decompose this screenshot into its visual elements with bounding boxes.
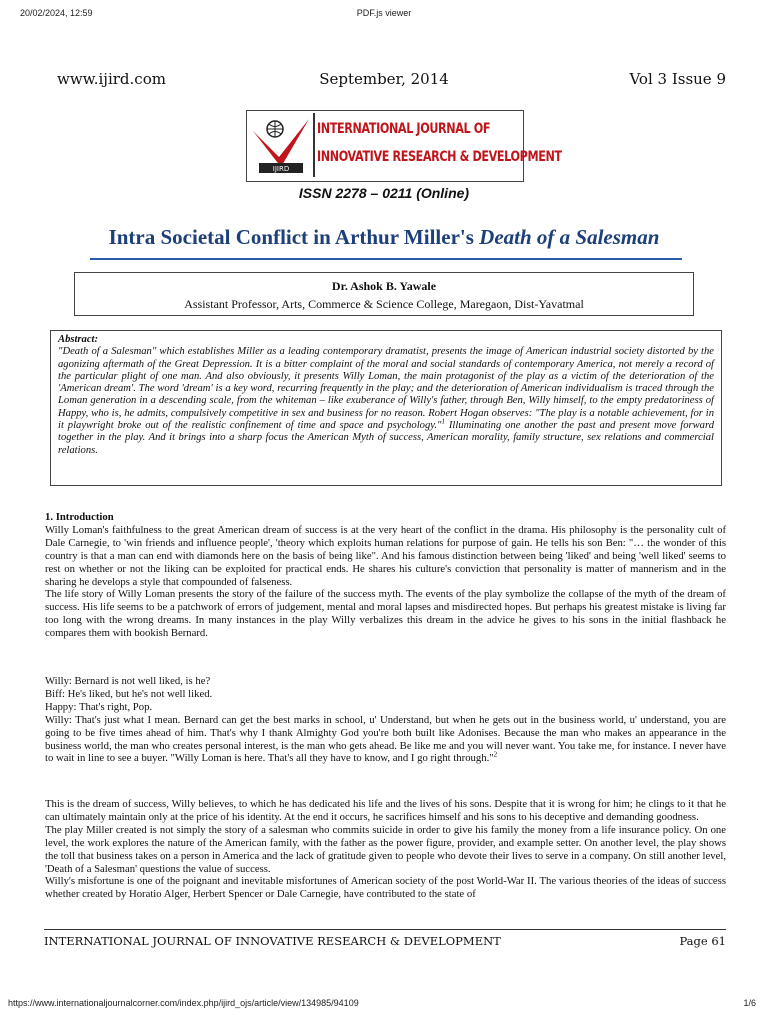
author-box	[74, 272, 694, 316]
header-volume: Vol 3 Issue 9	[629, 70, 726, 88]
journal-logo	[246, 110, 562, 182]
body-paragraph: This is the dream of success, Willy believes, to which he has dedicated his life and the lives of his sons. Despite that it is wrong for him; he clings to it that he can ultimately maintain only at the price of his identity. At the end it occurs, he sacrifices himself and his sons to his deceptive and demanding goodness.	[45, 798, 726, 823]
footer-journal: INTERNATIONAL JOURNAL OF INNOVATIVE RESEARCH & DEVELOPMENT	[44, 934, 501, 948]
paper-title-main: Intra Societal Conflict in Arthur Miller's	[108, 225, 480, 249]
dialogue-line-text: Willy: That's just what I mean. Bernard can get the best marks in school, u' Understand, but when he gets out in the business world, u' understand, you are going to be five times ahead of him. That's why I thank Almighty God you're both built like Adonises. Because the man who makes an appearance in the business world, the man who creates personal interest, is the man who gets ahead. Be like me and you will never want. You take me, for instance. I never have to wait in line to see a buyer. "Willy Loman is here. That's all they have to know, and I go right through."	[45, 713, 726, 765]
abstract-footnote-ref: 1	[441, 417, 445, 426]
author-affiliation: Assistant Professor, Arts, Commerce & Science College, Maregaon, Dist-Yavatmal	[184, 297, 584, 311]
print-page-count: 1/6	[743, 998, 756, 1008]
body-paragraph: The life story of Willy Loman presents the story of the failure of the success myth. The events of the play symbolize the collapse of the myth of the dream of success. His life seems to be a patchwork of errors of judgement, mental and moral lapses and misdirected hopes. But perhaps his greatest mistake is living far too long with the wrong dreams. In many instances in the play Willy verbalizes this dream in the advice he gives to his sons in the initial flashback he compares them with bookish Bernard.	[45, 588, 726, 640]
abstract-box	[50, 330, 722, 486]
journal-logo-mark	[249, 113, 315, 177]
issn: ISSN 2278 – 0211 (Online)	[298, 185, 470, 201]
logo-badge-text: IJIRD	[272, 165, 290, 173]
body-paragraph: The play Miller created is not simply the story of a salesman who commits suicide in order to give his family the money from a life insurance policy. On one level, the work explores the nature of the American family, with the father as the power figure, provider, and example setter. On another level, the play shows the toll that business takes on a person in America and the lack of gratitude given to people who devote their lives to serve in a company. On still another level, 'Death of a Salesman' questions the value of success.	[45, 823, 726, 875]
print-datetime: 20/02/2024, 12:59	[20, 8, 93, 18]
dialogue-block	[45, 675, 726, 765]
dialogue-line	[45, 714, 726, 766]
title-rule	[90, 258, 682, 260]
body-section-1	[45, 511, 726, 640]
abstract-text: "Death of a Salesman" which establishes Miller as a leading contemporary dramatist, presents the image of American industrial society distorted by the agonizing aftermath of the Great Depression. It is a bitter complaint of the moral and social standards of contemporary America, not merely a record of the particular plight of one man. And also obviously, it presents Willy Loman, the main protagonist of the play as a victim of the deterioration of the 'American dream'. The word 'dream' is a key word, recurring frequently in the play; and the deterioration of American individualism is traced through the Loman generation in a descending scale, from the whiteman – like exuberance of Willy's father, through Ben, Willy himself, to the empty predatoriness of Happy, who is, he admits, compulsively competitive in sex and business for no reason. Robert Hogan observes: "The play is a notable achievement, for in it playwright broke out of the realistic confinement of time and space and psychology."	[58, 346, 714, 432]
header-date: September, 2014	[319, 70, 449, 88]
print-url: https://www.internationaljournalcorner.com/index.php/ijird_ojs/article/view/134985/94109	[8, 998, 359, 1008]
dialogue-line: Happy: That's right, Pop.	[45, 700, 153, 713]
dialogue-line: Biff: He's liked, but he's not well liked.	[45, 687, 213, 700]
header-site: www.ijird.com	[57, 70, 166, 88]
body-paragraph: Willy Loman's faithfulness to the great American dream of success is at the very heart of the conflict in the drama. His philosophy is the personality cult of Dale Carnegie, to 'win friends and influence people', 'theory which exploits human relations for purpose of gain. He tells his son Ben: "… the wonder of this country is that a man can end with diamonds here on the basis of being like". And his famous distinction between being 'liked' and being 'well liked' seems to rest on whether or not the liking can be exploited for practical ends. He shares his culture's conviction that personality is matter of mannerism and in the sharing he develops a style that compounded of falseness.	[45, 523, 726, 588]
abstract-heading: Abstract:	[58, 334, 99, 345]
section-heading: 1. Introduction	[45, 511, 114, 523]
print-viewer-title: PDF.js viewer	[356, 8, 412, 18]
paper-title-italic: Death of a Salesman	[479, 225, 660, 249]
logo-line-2: INNOVATIVE RESEARCH & DEVELOPMENT	[317, 149, 562, 165]
footer-page-number: Page 61	[679, 934, 726, 948]
abstract-text-2: Illuminating one another the past and present move forward together in the play. And it brings into a sharp focus the American Myth of success, American morality, family structure, sex relations and commercial relations.	[58, 420, 714, 456]
journal-logo-text	[317, 115, 562, 171]
dialogue-footnote-ref: 2	[493, 750, 498, 759]
dialogue-line: Willy: Bernard is not well liked, is he?	[45, 675, 211, 687]
body-section-2	[45, 798, 726, 901]
body-paragraph: Willy's misfortune is one of the poignant and inevitable misfortunes of American society of the post World-War II. The various theories of the ideas of success whether created by Horatio Alger, Herbert Spencer or Dale Carnegie, have contributed to the state of	[45, 875, 726, 901]
paper-title	[0, 225, 768, 250]
logo-line-1: INTERNATIONAL JOURNAL OF	[317, 121, 491, 137]
author-name: Dr. Ashok B. Yawale	[331, 279, 437, 293]
footer-rule	[44, 929, 726, 930]
